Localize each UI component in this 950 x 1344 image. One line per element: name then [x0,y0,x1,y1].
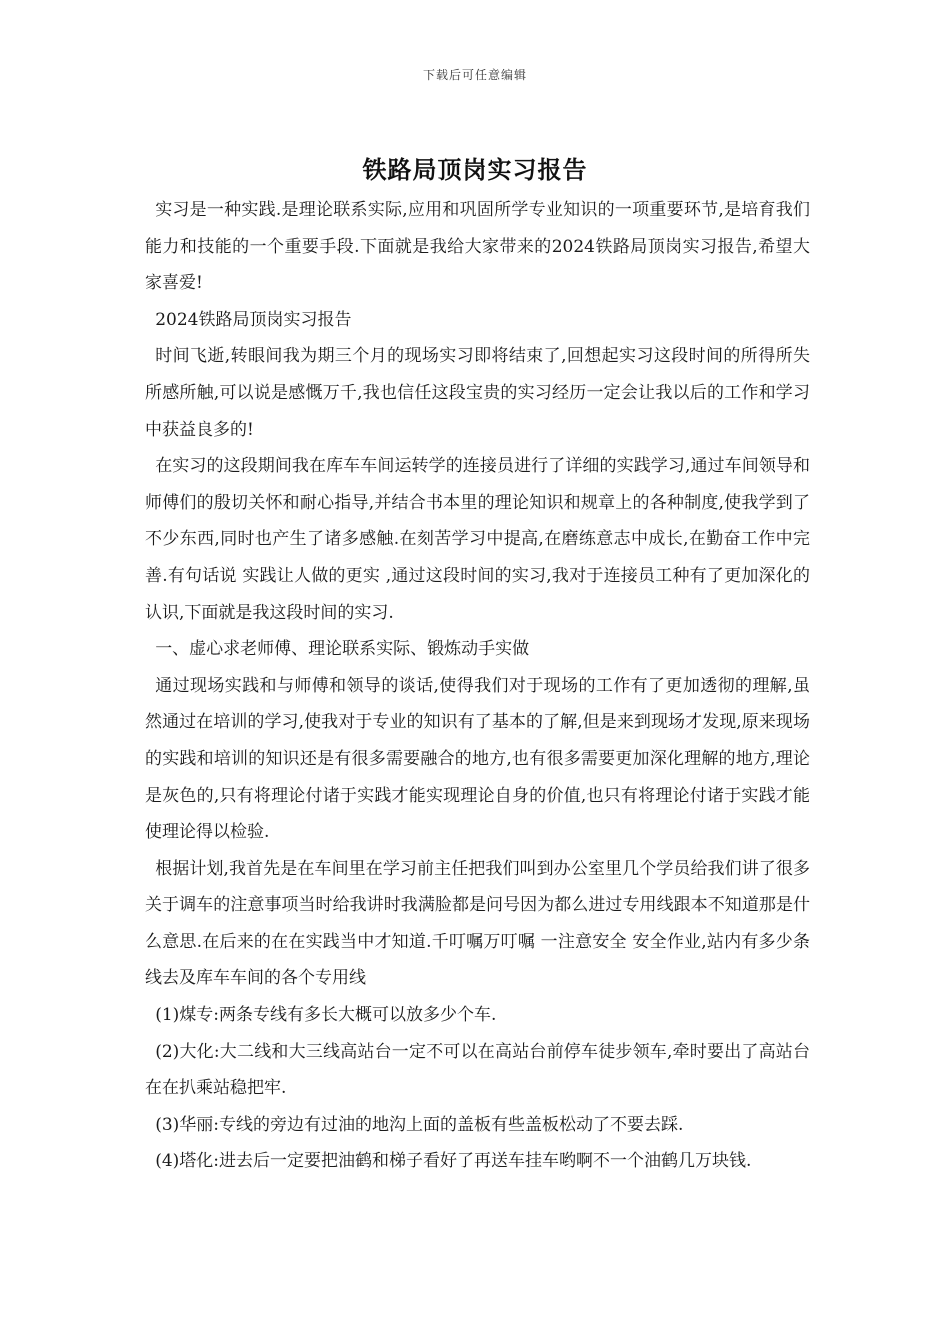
section-heading-1: 一、虚心求老师傅、理论联系实际、锻炼动手实做 [155,639,530,660]
document-body [145,192,810,1180]
paragraph-plan: 根据计划,我首先是在车间里在学习前主任把我们叫到办公室里几个学员给我们讲了很多关于调车的注意事项当时给我讲时我满脸都是问号因为都么进过专用线跟本不知道那是什么意思.在后来的在在实践当中才知道.千叮嘱万叮嘱 一注意安全 安全作业,站内有多少条线去及库车车间的各个专用线 [145,858,810,989]
paragraph-period: 在实习的这段期间我在库车车间运转学的连接员进行了详细的实践学习,通过车间领导和师傅们的殷切关怀和耐心指导,并结合书本里的理论知识和规章上的各种制度,使我学到了不少东西,同时也产生了诸多感触.在刻苦学习中提高,在磨练意志中成长,在勤奋工作中完善.有句话说 实践让人做的更实 ,通过这段时间的实习,我对于连接员工种有了更加深化的认识,下面就是我这段时间的实习. [145,456,810,623]
list-item-1: (1)煤专:两条专线有多长大概可以放多少个车. [155,1005,497,1026]
paragraph-intro: 实习是一种实践.是理论联系实际,应用和巩固所学专业知识的一项重要环节,是培育我们能力和技能的一个重要手段.下面就是我给大家带来的2024铁路局顶岗实习报告,希望大家喜爱! [145,200,810,294]
document-title: 铁路局顶岗实习报告 [362,155,588,184]
list-item-4: (4)塔化:进去后一定要把油鹤和梯子看好了再送车挂车哟啊不一个油鹤几万块钱. [155,1151,752,1172]
header-note: 下载后可任意编辑 [422,68,527,82]
paragraph-practice: 通过现场实践和与师傅和领导的谈话,使得我们对于现场的工作有了更加透彻的理解,虽然通过在培训的学习,使我对于专业的知识有了基本的了解,但是来到现场才发现,原来现场的实践和培训的知识还是有很多需要融合的地方,也有很多需要更加深化理解的地方,理论是灰色的,只有将理论付诸于实践才能实现理论自身的价值,也只有将理论付诸于实践才能使理论得以检验. [145,675,810,843]
paragraph-subtitle: 2024铁路局顶岗实习报告 [155,309,352,330]
paragraph-time: 时间飞逝,转眼间我为期三个月的现场实习即将结束了,回想起实习这段时间的所得所失所感所触,可以说是感慨万千,我也信任这段宝贵的实习经历一定会让我以后的工作和学习中获益良多的! [145,346,810,440]
list-item-3: (3)华丽:专线的旁边有过油的地沟上面的盖板有些盖板松动了不要去踩. [155,1114,684,1135]
list-item-2: (2)大化:大二线和大三线高站台一定不可以在高站台前停车徒步领车,牵时要出了高站台在在扒乘站稳把牢. [145,1041,810,1099]
